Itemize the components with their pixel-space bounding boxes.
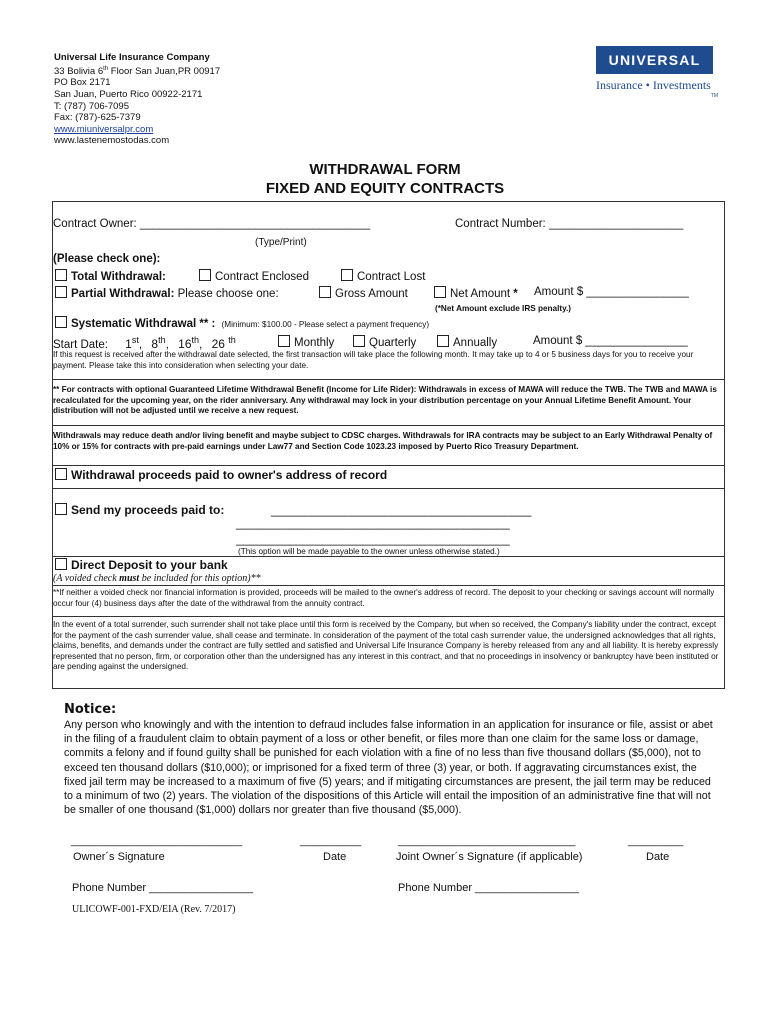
voided-check-note: (A voided check must be included for this option)** [53, 573, 261, 584]
day-option-26[interactable]: 26 $^{th}$ [211, 335, 236, 351]
divider [53, 556, 724, 557]
joint-signature-line[interactable]: _____________________________ [398, 835, 576, 847]
company-phone: T: (787) 706-7095 [54, 100, 129, 112]
monthly-option[interactable]: Monthly [278, 335, 334, 349]
please-check-label: (Please check one): [53, 253, 161, 265]
voided-check-info: **If neither a voided check nor financial information is provided, proceeds will be mailed to the owner's address of record. The deposit to your checking or savings account will normally occur four (4) business days after the date of the withdrawal from the annuity contract. [53, 588, 715, 608]
net-amount-option[interactable]: Net Amount * [434, 286, 518, 300]
owner-signature-line[interactable]: ____________________________ [71, 835, 243, 847]
start-date-row [53, 335, 236, 351]
contract-owner-field[interactable]: Contract Owner: ____________________________________ [53, 218, 371, 230]
send-proceeds-line-3[interactable]: _________________________________________ [236, 532, 510, 546]
phone-number-field-2[interactable]: Phone Number _________________ [398, 882, 580, 894]
annually-option[interactable]: Annually [437, 335, 497, 349]
mawa-note: ** For contracts with optional Guaranteed Lifetime Withdrawal Benefit (Income for Life Rider): Withdrawals in excess of MAWA will reduce the TWB. The TWB and MAWA is recalculated for the upcoming year, on the rider anniversary. Any withdrawal may lock in your distribution percentage on your Annual Lifetime Benefit Amount. Your distribution will not be adjusted until we receive a new request. [53, 385, 717, 416]
total-withdrawal-checkbox[interactable] [55, 269, 67, 281]
net-amount-note: (*Net Amount exclude IRS penalty.) [435, 304, 572, 313]
systematic-amount-field[interactable]: Amount $ ________________ [533, 335, 688, 347]
send-proceeds-line-1[interactable]: _______________________________________ [271, 503, 532, 517]
divider [53, 616, 724, 617]
company-city: San Juan, Puerto Rico 00922-2171 [54, 88, 203, 100]
logo-sub: Insurance • Investments [596, 78, 711, 92]
form-subtitle: FIXED AND EQUITY CONTRACTS [265, 180, 505, 197]
partial-withdrawal-row: Partial Withdrawal: Please choose one: [55, 286, 279, 300]
form-title: WITHDRAWAL FORM [309, 161, 461, 178]
date2-line[interactable]: _________ [628, 835, 684, 847]
received-note: If this request is received after the withdrawal date selected, the first transaction will take place the following month. It may take up to 4 or 5 business days for you to receive your payment. Please take this into consideration when selecting your date. [53, 350, 694, 370]
annually-checkbox[interactable] [437, 335, 449, 347]
direct-deposit-option[interactable]: Direct Deposit to your bank [55, 558, 228, 572]
gross-amount-checkbox[interactable] [319, 286, 331, 298]
start-date-label: Start Date: [53, 339, 108, 351]
universal-logo [596, 46, 724, 99]
total-withdrawal-row: Total Withdrawal: [55, 269, 166, 283]
partial-withdrawal-checkbox[interactable] [55, 286, 67, 298]
divider [53, 465, 724, 466]
net-amount-checkbox[interactable] [434, 286, 446, 298]
contract-lost-checkbox[interactable] [341, 269, 353, 281]
proceeds-owner-checkbox[interactable] [55, 468, 67, 480]
contract-lost-option[interactable]: Contract Lost [341, 269, 425, 283]
notice-title: Notice: [64, 702, 117, 717]
direct-deposit-checkbox[interactable] [55, 558, 67, 570]
systematic-row: Systematic Withdrawal ** : (Minimum: $100.00 - Please select a payment frequency) [55, 316, 429, 331]
company-header [54, 52, 220, 147]
divider [53, 425, 724, 426]
cdsc-note: Withdrawals may reduce death and/or living benefit and maybe subject to CDSC charges. Withdrawals for IRA contracts may be subject to an Early Withdrawal Penalty of 10% or 15% for contracts with pre-paid earnings under Law77 and Section Code 1023.23 imposed by Puerto Rico Treasury Department. [53, 431, 713, 451]
send-proceeds-line-2[interactable]: _________________________________________ [236, 516, 510, 530]
day-option-16[interactable]: 16th, [178, 335, 203, 351]
company-address: 33 Bolivia 6th Floor San Juan,PR 00917 [54, 65, 221, 77]
website-link[interactable]: www.miuniversalpr.com [54, 123, 154, 135]
surrender-note: In the event of a total surrender, such surrender shall not take place until this form is received by the Company, but when so received, the Company's liability under the contract, except for the payment of the cash surrender value, shall cease and terminate. In consideration of the payment of the total cash surrender value, the undersigned acknowledges that all rights, claims, benefits, and demands under the contract are fully settled and satisfied and Universal Life Insurance Company is hereby released from any and all liability. It is hereby expressly represented that no person, firm, or corporation other than the undersigned has any interest in this contract, and that no proceedings in insolvency or bankruptcy have been instituted or are pending against the undersigned. [53, 620, 719, 672]
phone-number-field[interactable]: Phone Number _________________ [72, 882, 254, 894]
date2-label: Date [646, 851, 670, 863]
type-print-label: (Type/Print) [255, 237, 307, 248]
date-label: Date [323, 851, 347, 863]
website-text: www.lastenemostodas.com [54, 135, 170, 147]
proceeds-owner-option[interactable]: Withdrawal proceeds paid to owner's address of record [55, 468, 387, 482]
divider [53, 585, 724, 586]
amount-field[interactable]: Amount $ ________________ [534, 286, 689, 298]
company-fax: Fax: (787)-625-7379 [54, 112, 141, 124]
monthly-checkbox[interactable] [278, 335, 290, 347]
send-proceeds-option[interactable]: Send my proceeds paid to: [55, 503, 224, 517]
notice-text: Any person who knowingly and with the intention to defraud includes false information in an application for insurance or file, assist or abet in the filing of a fraudulent claim to obtain payment of a loss or other benefit, or files more than one claim for the same loss or damage, commits a felony and if found guilty shall be punished for each violation with a fine of no less than five thousand dollars ($5,000), not to exceed ten thousand dollars ($10,000); or imprisoned for a fixed term of three (3) year, or both. If aggravating circumstances exist, the fixed jail term may be increased to a maximum of five (5) years; and if mitigating circumstances are present, the jail term may be reduced to a minimum of two (2) years. The violation of the dispositions of this Article will entail the imposition of an administrative fine that will not be smaller of one thousand ($1,000) dollars nor greater than five thousand ($5,000). [64, 719, 713, 817]
joint-signature-label: Joint Owner´s Signature (if applicable) [396, 851, 583, 863]
quarterly-option[interactable]: Quarterly [353, 335, 416, 349]
contract-enclosed-option[interactable]: Contract Enclosed [199, 269, 309, 283]
form-code: ULICOWF-001-FXD/EIA (Rev. 7/2017) [72, 904, 236, 915]
contract-enclosed-checkbox[interactable] [199, 269, 211, 281]
divider [53, 488, 724, 489]
contract-number-field[interactable]: Contract Number: _____________________ [455, 218, 684, 230]
logo-tm: TM [710, 93, 718, 99]
day-option-1[interactable]: 1st, [125, 335, 143, 351]
owner-signature-label: Owner´s Signature [73, 851, 165, 863]
send-proceeds-checkbox[interactable] [55, 503, 67, 515]
form-box [52, 201, 725, 689]
quarterly-checkbox[interactable] [353, 335, 365, 347]
company-name: Universal Life Insurance Company [54, 52, 210, 63]
day-option-8[interactable]: 8th, [151, 335, 169, 351]
gross-amount-option[interactable]: Gross Amount [319, 286, 408, 300]
date-line[interactable]: __________ [300, 835, 362, 847]
systematic-checkbox[interactable] [55, 316, 67, 328]
divider [53, 379, 724, 380]
logo-main: UNIVERSAL [596, 46, 713, 74]
payable-note: (This option will be made payable to the owner unless otherwise stated.) [238, 547, 500, 556]
company-po-box: PO Box 2171 [54, 77, 111, 89]
